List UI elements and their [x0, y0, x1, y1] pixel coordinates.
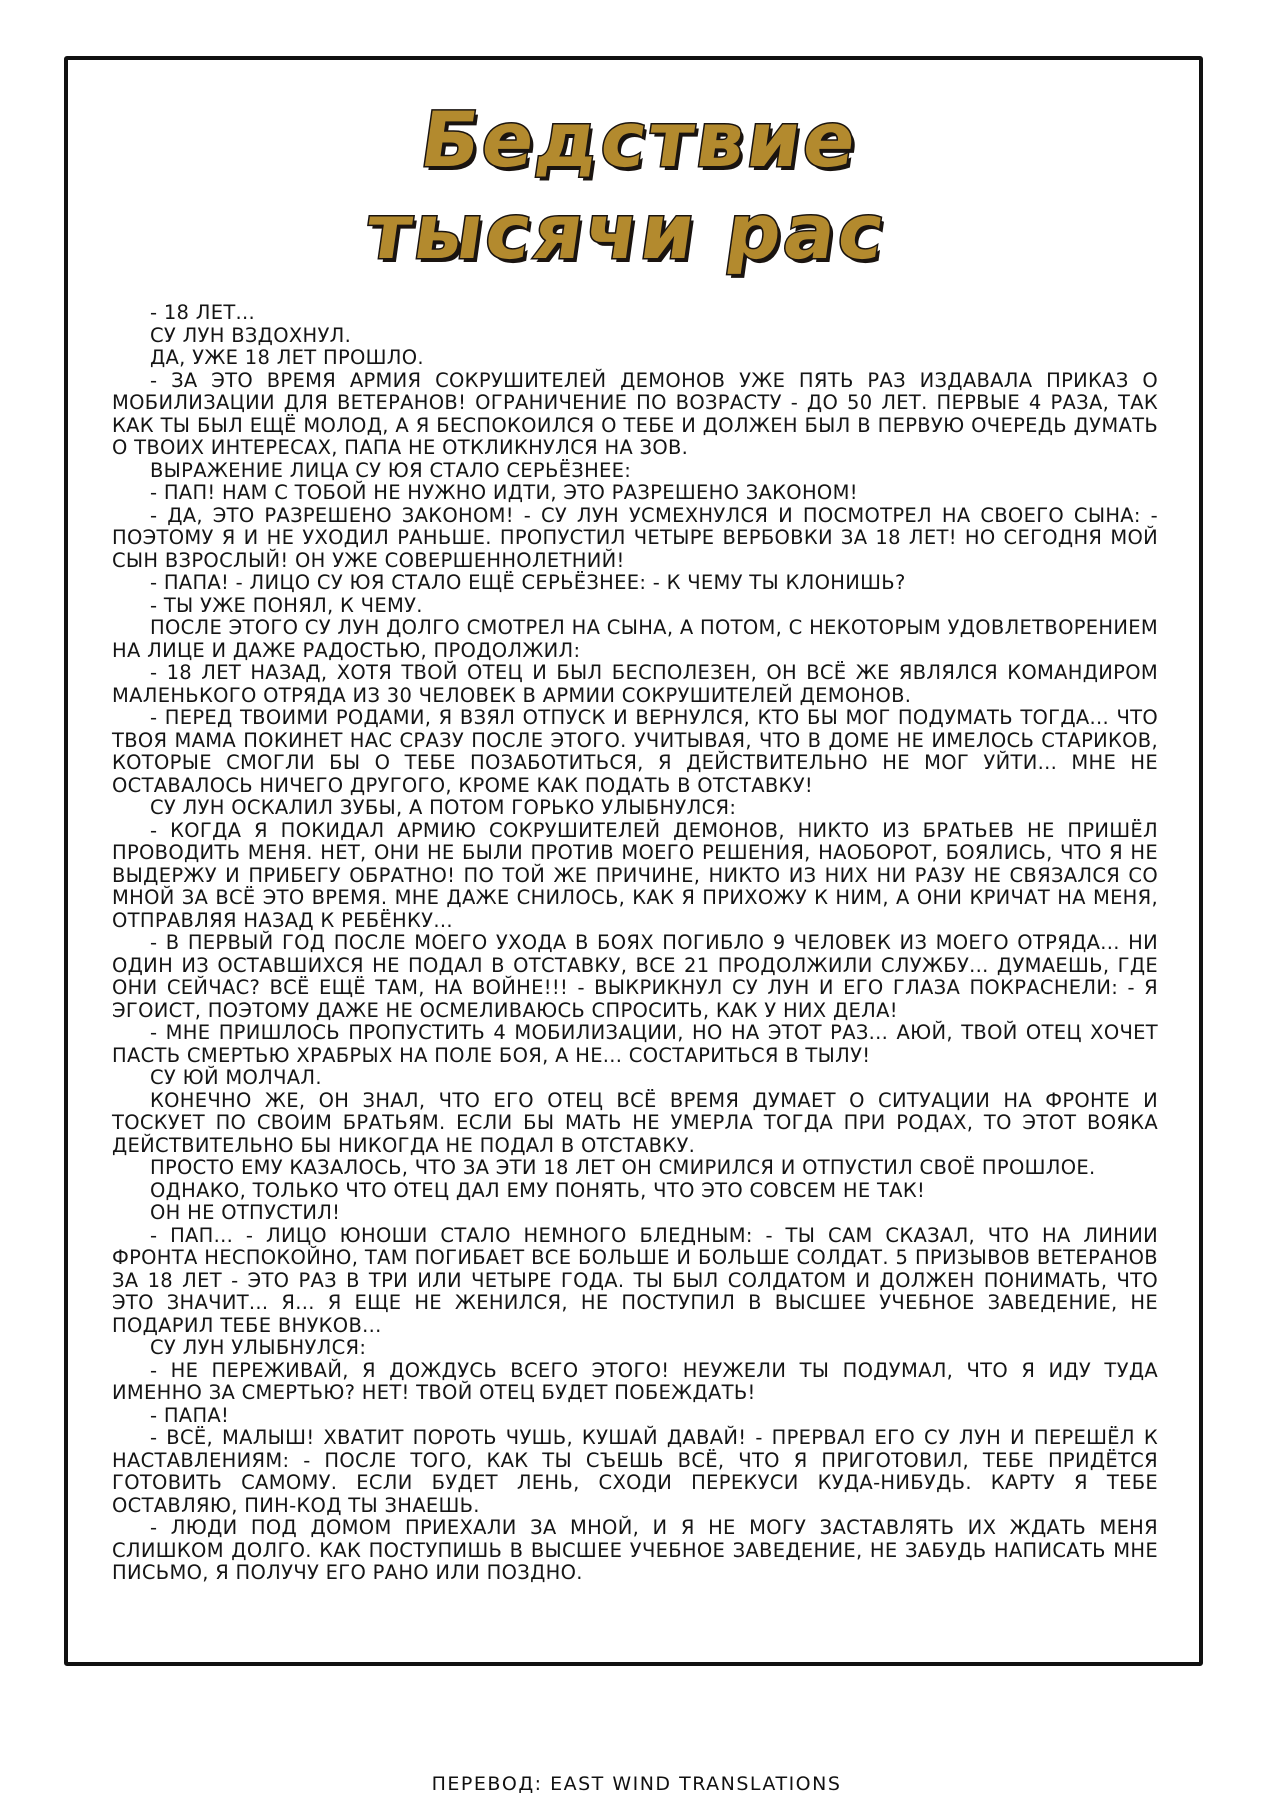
paragraph: КОНЕЧНО ЖЕ, ОН ЗНАЛ, ЧТО ЕГО ОТЕЦ ВСЁ ВРЕМЯ ДУМАЕТ О СИТУАЦИИ НА ФРОНТЕ И ТОСКУЕТ ПО СВОИМ БРАТЬЯМ. ЕСЛИ БЫ МАТЬ НЕ УМЕРЛА ТОГДА ПРИ РОДАХ, ТО ЭТОТ ВОЯКА ДЕЙСТВИТЕЛЬНО БЫ НИКОГДА НЕ ПОДАЛ В ОТСТАВКУ.	[112, 1088, 1158, 1157]
paragraph: - ТЫ УЖЕ ПОНЯЛ, К ЧЕМУ.	[150, 593, 423, 617]
paragraph: - КОГДА Я ПОКИДАЛ АРМИЮ СОКРУШИТЕЛЕЙ ДЕМОНОВ, НИКТО ИЗ БРАТЬЕВ НЕ ПРИШЁЛ ПРОВОДИТЬ МЕНЯ. НЕТ, ОНИ НЕ БЫЛИ ПРОТИВ МОЕГО РЕШЕНИЯ, НАОБОРОТ, БОЯЛИСЬ, ЧТО Я НЕ ВЫДЕРЖУ И ПРИБЕГУ ОБРАТНО! ПО ТОЙ ЖЕ ПРИЧИНЕ, НИКТО ИЗ НИХ НИ РАЗУ НЕ СВЯЗАЛСЯ СО МНОЙ ЗА ВСЁ ЭТО ВРЕМЯ. МНЕ ДАЖЕ СНИЛОСЬ, КАК Я ПРИХОЖУ К НИМ, А ОНИ КРИЧАТ НА МЕНЯ, ОТПРАВЛЯЯ НАЗАД К РЕБЁНКУ...	[112, 818, 1158, 932]
paragraph: - ПАПА!	[150, 1403, 230, 1427]
paragraph: - ЛЮДИ ПОД ДОМОМ ПРИЕХАЛИ ЗА МНОЙ, И Я НЕ МОГУ ЗАСТАВЛЯТЬ ИХ ЖДАТЬ МЕНЯ СЛИШКОМ ДОЛГО. КАК ПОСТУПИШЬ В ВЫСШЕЕ УЧЕБНОЕ ЗАВЕДЕНИЕ, НЕ ЗАБУДЬ НАПИСАТЬ МНЕ ПИСЬМО, Я ПОЛУЧУ ЕГО РАНО ИЛИ ПОЗДНО.	[112, 1516, 1158, 1584]
paragraph: - ПАПА! - ЛИЦО СУ ЮЯ СТАЛО ЕЩЁ СЕРЬЁЗНЕЕ: - К ЧЕМУ ТЫ КЛОНИШЬ?	[150, 571, 906, 594]
page-title	[55, 94, 1212, 278]
paragraph: - НЕ ПЕРЕЖИВАЙ, Я ДОЖДУСЬ ВСЕГО ЭТОГО! НЕУЖЕЛИ ТЫ ПОДУМАЛ, ЧТО Я ИДУ ТУДА ИМЕННО ЗА СМЕРТЬЮ? НЕТ! ТВОЙ ОТЕЦ БУДЕТ ПОБЕЖДАТЬ!	[112, 1358, 1158, 1404]
paragraph: ПРОСТО ЕМУ КАЗАЛОСЬ, ЧТО ЗА ЭТИ 18 ЛЕТ ОН СМИРИЛСЯ И ОТПУСТИЛ СВОЁ ПРОШЛОЕ.	[150, 1156, 1096, 1179]
paragraph: ОДНАКО, ТОЛЬКО ЧТО ОТЕЦ ДАЛ ЕМУ ПОНЯТЬ, ЧТО ЭТО СОВСЕМ НЕ ТАК!	[150, 1178, 926, 1202]
paragraph: СУ ЛУН ВЗДОХНУЛ.	[150, 323, 352, 347]
paragraph: ДА, УЖЕ 18 ЛЕТ ПРОШЛО.	[150, 346, 424, 369]
paragraph: - 18 ЛЕТ...	[150, 301, 256, 324]
body-text	[112, 302, 1158, 1585]
title-line-2: тысячи рас	[361, 187, 893, 276]
paragraph: - ПАП! НАМ С ТОБОЙ НЕ НУЖНО ИДТИ, ЭТО РАЗРЕШЕНО ЗАКОНОМ!	[150, 481, 858, 504]
paragraph: - ДА, ЭТО РАЗРЕШЕНО ЗАКОНОМ! - СУ ЛУН УСМЕХНУЛСЯ И ПОСМОТРЕЛ НА СВОЕГО СЫНА: - ПОЭТОМУ Я И НЕ УХОДИЛ РАНЬШЕ. ПРОПУСТИЛ ЧЕТЫРЕ ВЕРБОВКИ ЗА 18 ЛЕТ! НО СЕГОДНЯ МОЙ СЫН ВЗРОСЛЫЙ! ОН УЖЕ СОВЕРШЕННОЛЕТНИЙ!	[112, 503, 1158, 572]
paragraph: - В ПЕРВЫЙ ГОД ПОСЛЕ МОЕГО УХОДА В БОЯХ ПОГИБЛО 9 ЧЕЛОВЕК ИЗ МОЕГО ОТРЯДА... НИ ОДИН ИЗ ОСТАВШИХСЯ НЕ ПОДАЛ В ОТСТАВКУ, ВСЕ 21 ПРОДОЛЖИЛИ СЛУЖБУ... ДУМАЕШЬ, ГДЕ ОНИ СЕЙЧАС? ВСЁ ЕЩЁ ТАМ, НА ВОЙНЕ!!! - ВЫКРИКНУЛ СУ ЛУН И ЕГО ГЛАЗА ПОКРАСНЕЛИ: - Я ЭГОИСТ, ПОЭТОМУ ДАЖЕ НЕ ОСМЕЛИВАЮСЬ СПРОСИТЬ, КАК У НИХ ДЕЛА!	[112, 931, 1158, 1022]
paragraph: СУ ЮЙ МОЛЧАЛ.	[150, 1066, 322, 1089]
paragraph: ОН НЕ ОТПУСТИЛ!	[150, 1201, 341, 1224]
paragraph: ВЫРАЖЕНИЕ ЛИЦА СУ ЮЯ СТАЛО СЕРЬЁЗНЕЕ:	[150, 458, 632, 482]
paragraph: - МНЕ ПРИШЛОСЬ ПРОПУСТИТЬ 4 МОБИЛИЗАЦИИ, НО НА ЭТОТ РАЗ... АЮЙ, ТВОЙ ОТЕЦ ХОЧЕТ ПАСТЬ СМЕРТЬЮ ХРАБРЫХ НА ПОЛЕ БОЯ, А НЕ... СОСТАРИТЬСЯ В ТЫЛУ!	[112, 1021, 1158, 1067]
paragraph: ПОСЛЕ ЭТОГО СУ ЛУН ДОЛГО СМОТРЕЛ НА СЫНА, А ПОТОМ, С НЕКОТОРЫМ УДОВЛЕТВОРЕНИЕМ НА ЛИЦЕ И ДАЖЕ РАДОСТЬЮ, ПРОДОЛЖИЛ:	[112, 616, 1158, 662]
translation-credit: ПЕРЕВОД: EAST WIND TRANSLATIONS	[431, 1773, 842, 1795]
paragraph: СУ ЛУН ОСКАЛИЛ ЗУБЫ, А ПОТОМ ГОРЬКО УЛЫБНУЛСЯ:	[150, 796, 737, 819]
paragraph: - ПЕРЕД ТВОИМИ РОДАМИ, Я ВЗЯЛ ОТПУСК И ВЕРНУЛСЯ, КТО БЫ МОГ ПОДУМАТЬ ТОГДА... ЧТО ТВОЯ МАМА ПОКИНЕТ НАС СРАЗУ ПОСЛЕ ЭТОГО. УЧИТЫВАЯ, ЧТО В ДОМЕ НЕ ИМЕЛОСЬ СТАРИКОВ, КОТОРЫЕ СМОГЛИ БЫ О ТЕБЕ ПОЗАБОТИТЬСЯ, Я ДЕЙСТВИТЕЛЬНО НЕ МОГ УЙТИ... МНЕ НЕ ОСТАВАЛОСЬ НИЧЕГО ДРУГОГО, КРОМЕ КАК ПОДАТЬ В ОТСТАВКУ!	[112, 706, 1158, 797]
paragraph: - 18 ЛЕТ НАЗАД, ХОТЯ ТВОЙ ОТЕЦ И БЫЛ БЕСПОЛЕЗЕН, ОН ВСЁ ЖЕ ЯВЛЯЛСЯ КОМАНДИРОМ МАЛЕНЬКОГО ОТРЯДА ИЗ 30 ЧЕЛОВЕК В АРМИИ СОКРУШИТЕЛЕЙ ДЕМОНОВ.	[112, 661, 1158, 707]
title-line-1: Бедствие	[415, 95, 865, 184]
paragraph: - ЗА ЭТО ВРЕМЯ АРМИЯ СОКРУШИТЕЛЕЙ ДЕМОНОВ УЖЕ ПЯТЬ РАЗ ИЗДАВАЛА ПРИКАЗ О МОБИЛИЗАЦИИ ДЛЯ ВЕТЕРАНОВ! ОГРАНИЧЕНИЕ ПО ВОЗРАСТУ - ДО 50 ЛЕТ. ПЕРВЫЕ 4 РАЗА, ТАК КАК ТЫ БЫЛ ЕЩЁ МОЛОД, А Я БЕСПОКОИЛСЯ О ТЕБЕ И ДОЛЖЕН БЫЛ В ПЕРВУЮ ОЧЕРЕДЬ ДУМАТЬ О ТВОИХ ИНТЕРЕСАХ, ПАПА НЕ ОТКЛИКНУЛСЯ НА ЗОВ.	[112, 368, 1158, 459]
paragraph: - ПАП... - ЛИЦО ЮНОШИ СТАЛО НЕМНОГО БЛЕДНЫМ: - ТЫ САМ СКАЗАЛ, ЧТО НА ЛИНИИ ФРОНТА НЕСПОКОЙНО, ТАМ ПОГИБАЕТ ВСЕ БОЛЬШЕ И БОЛЬШЕ СОЛДАТ. 5 ПРИЗЫВОВ ВЕТЕРАНОВ ЗА 18 ЛЕТ - ЭТО РАЗ В ТРИ ИЛИ ЧЕТЫРЕ ГОДА. ТЫ БЫЛ СОЛДАТОМ И ДОЛЖЕН ПОНИМАТЬ, ЧТО ЭТО ЗНАЧИТ... Я... Я ЕЩЕ НЕ ЖЕНИЛСЯ, НЕ ПОСТУПИЛ В ВЫСШЕЕ УЧЕБНОЕ ЗАВЕДЕНИЕ, НЕ ПОДАРИЛ ТЕБЕ ВНУКОВ...	[112, 1223, 1158, 1337]
paragraph: - ВСЁ, МАЛЫШ! ХВАТИТ ПОРОТЬ ЧУШЬ, КУШАЙ ДАВАЙ! - ПРЕРВАЛ ЕГО СУ ЛУН И ПЕРЕШЁЛ К НАСТАВЛЕНИЯМ: - ПОСЛЕ ТОГО, КАК ТЫ СЪЕШЬ ВСЁ, ЧТО Я ПРИГОТОВИЛ, ТЕБЕ ПРИДЁТСЯ ГОТОВИТЬ САМОМУ. ЕСЛИ БУДЕТ ЛЕНЬ, СХОДИ ПЕРЕКУСИ КУДА-НИБУДЬ. КАРТУ Я ТЕБЕ ОСТАВЛЯЮ, ПИН-КОД ТЫ ЗНАЕШЬ.	[112, 1426, 1158, 1517]
paragraph: СУ ЛУН УЛЫБНУЛСЯ:	[150, 1336, 367, 1359]
